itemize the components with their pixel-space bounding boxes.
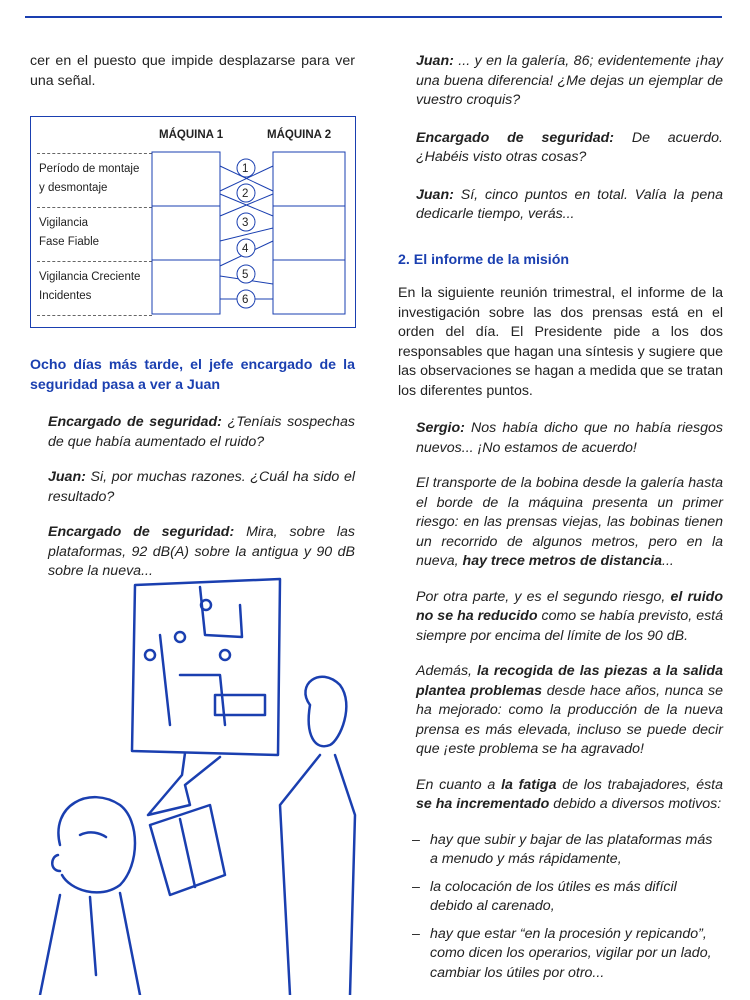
row-label-3b: Incidentes: [39, 290, 92, 302]
risk-fatigue: En cuanto a la fatiga de los trabajadores, ésta se ha incrementado debido a diversos motivos:: [416, 776, 724, 812]
section-heading-report: 2. El informe de la misión: [398, 251, 570, 268]
risk-noise: Por otra parte, y es el segundo riesgo, el ruido no se ha reducido como se había previsto, está siempre por encima del límite de los 90 dB.: [416, 588, 724, 644]
left-column: [30, 52, 355, 91]
risk-transport: El transporte de la bobina desde la galería hasta el borde de la máquina presenta un primer riesgo: en las prensas viejas, las bobinas tienen un recorrido de algunos metros, pero en la nueva, hay trece metros de distancia...: [416, 475, 723, 569]
dialogue-1: Encargado de seguridad: ¿Teníais sospechas de que había aumentado el ruido?: [48, 414, 355, 450]
intro-paragraph: cer en el puesto que impide desplazarse para ver una señal.: [30, 53, 355, 89]
dialogue-2: Juan: Si, por muchas razones. ¿Cuál ha sido el resultado?: [48, 469, 355, 505]
section-heading-visit: Ocho días más tarde, el jefe encargado de la seguridad pasa a ver a Juan: [30, 357, 355, 393]
sergio-statement: Sergio: Nos había dicho que no había riesgos nuevos... ¡No estamos de acuerdo!: [416, 420, 723, 456]
row-label-1a: Período de montaje: [39, 163, 140, 175]
machine-1-header: MÁQUINA 1: [159, 129, 224, 141]
report-paragraph: En la siguiente reunión trimestral, el informe de la investigación sobre las dos prensas está en el orden del día. El Presidente pide a los dos responsables que hagan una síntesis y sugiere que las observaciones se hagan a medida que se tratan los diferentes puntos.: [398, 285, 723, 399]
comparison-diagram: [30, 116, 356, 328]
machine-2-header: MÁQUINA 2: [267, 129, 332, 141]
list-item: – la colocación de los útiles es más difícil debido al carenado,: [412, 878, 723, 917]
node-5: 5: [242, 269, 249, 281]
node-2: 2: [242, 188, 249, 200]
row-label-3a: Vigilancia Creciente: [39, 271, 141, 283]
top-rule: [25, 16, 722, 18]
dialogue-5: Encargado de seguridad: De acuerdo. ¿Habéis visto otras cosas?: [416, 129, 723, 165]
node-6: 6: [242, 294, 249, 306]
list-item: – hay que estar “en la procesión y repicando”, como dicen los operarios, vigilar por un lado, cambiar los útiles por otro...: [412, 925, 723, 984]
node-4: 4: [242, 243, 249, 255]
row-label-2b: Fase Fiable: [39, 236, 100, 248]
row-label-1b: y desmontaje: [39, 182, 108, 194]
row-label-2a: Vigilancia: [39, 217, 89, 229]
list-item: – hay que subir y bajar de las plataformas más a menudo y más rápidamente,: [412, 831, 723, 870]
node-1: 1: [242, 163, 249, 175]
cartoon-illustration: [20, 575, 360, 995]
risk-pieces: Además, la recogida de las piezas a la salida plantea problemas desde hace años, nunca se ha mejorado: como la producción de la nueva prensa es más elevada, incluso se puede decir que ¡este problema se ha agravado!: [416, 663, 723, 757]
dialogue-3: Encargado de seguridad: Mira, sobre las plataformas, 92 dB(A) sobre la antigua y 90 dB sobre la nueva...: [48, 524, 355, 579]
node-3: 3: [242, 217, 249, 229]
dialogue-6: Juan: Sí, cinco puntos en total. Valía la pena dedicarle tiempo, verás...: [416, 186, 723, 222]
fatigue-reasons-list: [398, 831, 723, 984]
diagram-lines: [30, 116, 356, 328]
right-column: [398, 52, 723, 991]
dialogue-4: Juan: ... y en la galería, 86; evidentemente ¡hay una buena diferencia! ¿Me dejas un ejemplar de vuestro croquis?: [416, 53, 723, 108]
left-column-lower: [30, 356, 355, 582]
